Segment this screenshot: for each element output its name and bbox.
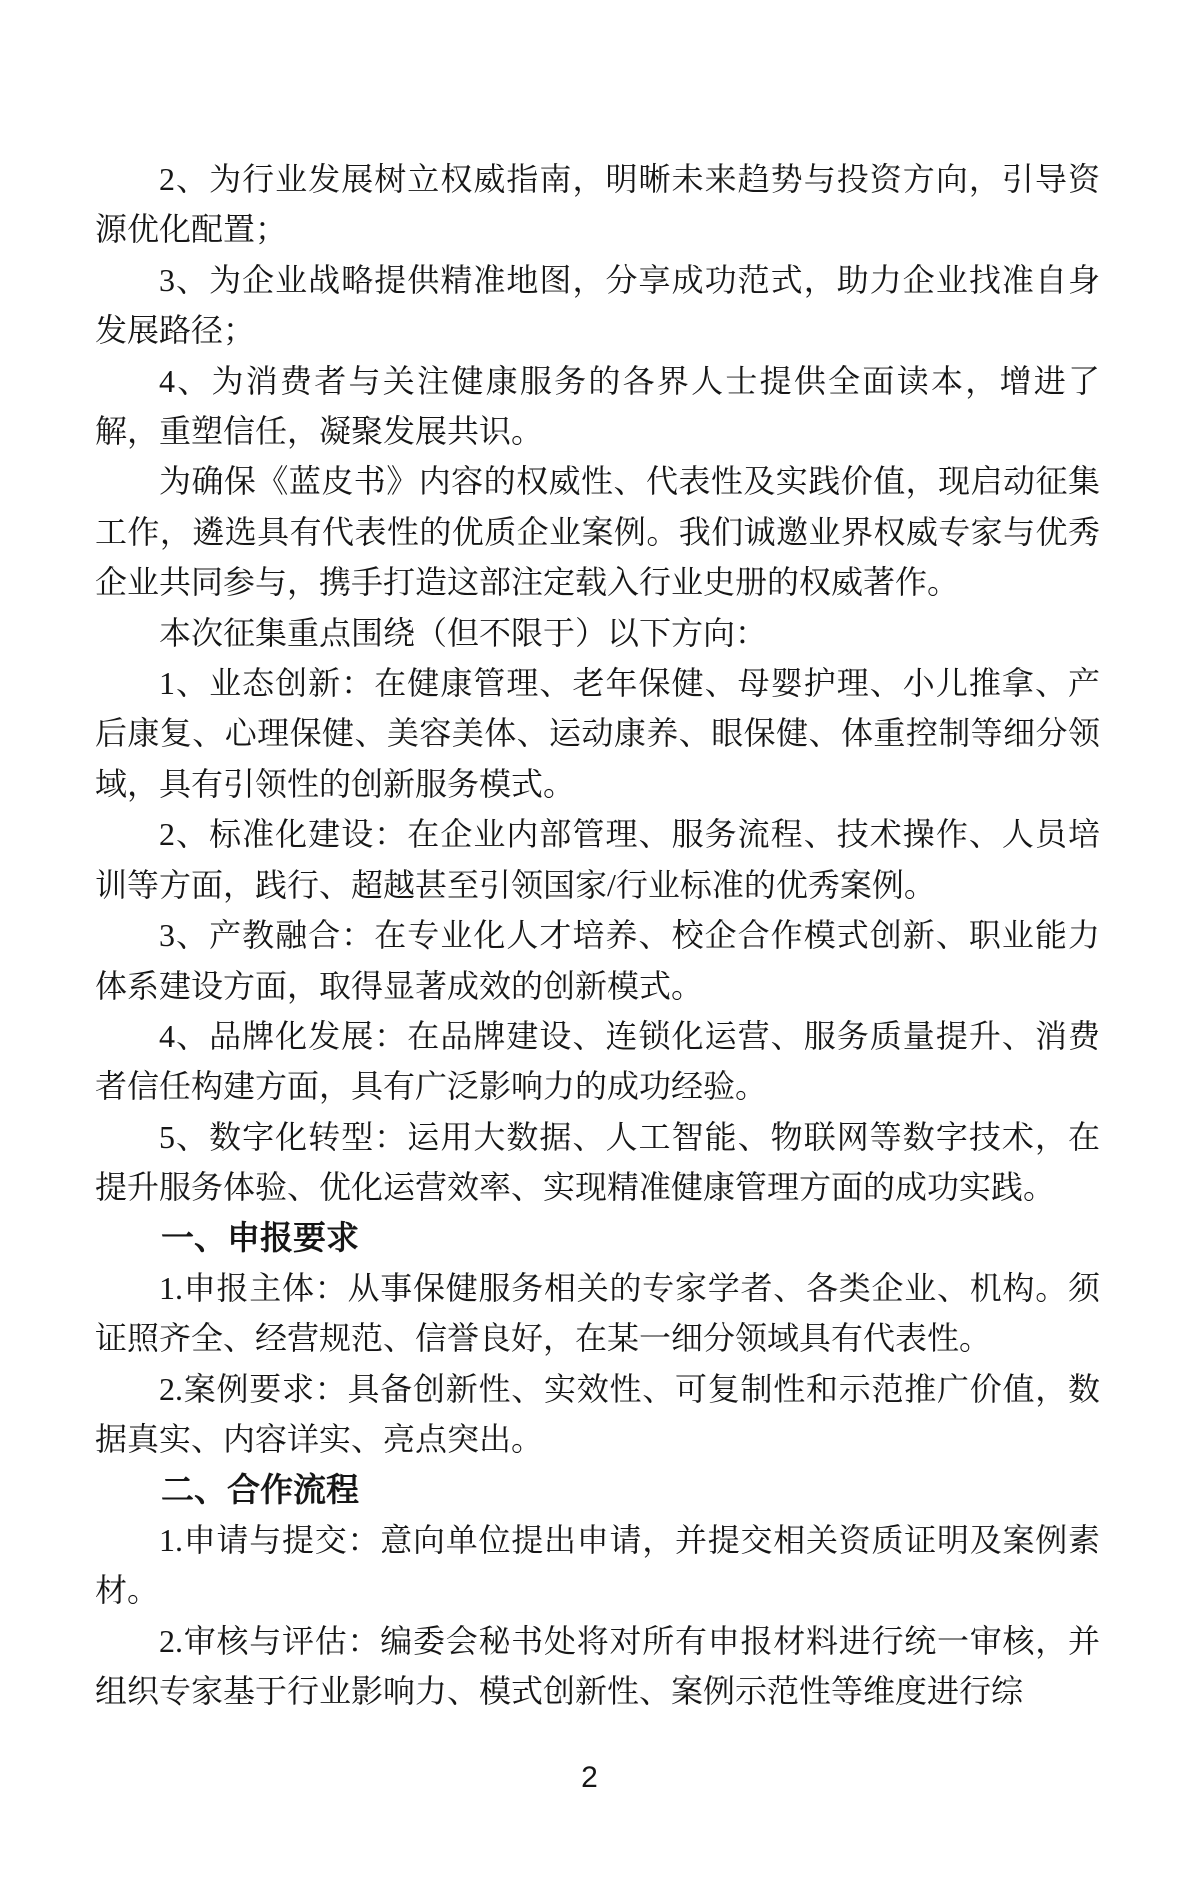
paragraph: 2.审核与评估：编委会秘书处将对所有申报材料进行统一审核，并组织专家基于行业影响力、模式创新性、案例示范性等维度进行综 xyxy=(95,1622,1100,1710)
paragraph: 1.申报主体：从事保健服务相关的专家学者、各类企业、机构。须证照齐全、经营规范、信誉良好，在某一细分领域具有代表性。 xyxy=(95,1269,1100,1357)
paragraph: 1.申请与提交：意向单位提出申请，并提交相关资质证明及案例素材。 xyxy=(95,1521,1100,1609)
paragraph: 4、为消费者与关注健康服务的各界人士提供全面读本，增进了解，重塑信任，凝聚发展共识。 xyxy=(95,362,1100,450)
document-body xyxy=(95,154,1100,1717)
paragraph: 为确保《蓝皮书》内容的权威性、代表性及实践价值，现启动征集工作，遴选具有代表性的优质企业案例。我们诚邀业界权威专家与优秀企业共同参与，携手打造这部注定载入行业史册的权威著作。 xyxy=(95,463,1100,601)
paragraph: 2.案例要求：具备创新性、实效性、可复制性和示范推广价值，数据真实、内容详实、亮点突出。 xyxy=(95,1370,1100,1458)
page-number: 2 xyxy=(581,1761,598,1794)
paragraph: 2、为行业发展树立权威指南，明晰未来趋势与投资方向，引导资源优化配置； xyxy=(95,161,1100,248)
section-heading: 一、申报要求 xyxy=(161,1218,359,1256)
paragraph: 1、业态创新：在健康管理、老年保健、母婴护理、小儿推拿、产后康复、心理保健、美容美体、运动康养、眼保健、体重控制等细分领域，具有引领性的创新服务模式。 xyxy=(95,665,1100,802)
paragraph: 4、品牌化发展：在品牌建设、连锁化运营、服务质量提升、消费者信任构建方面，具有广泛影响力的成功经验。 xyxy=(95,1017,1100,1105)
paragraph: 2、标准化建设：在企业内部管理、服务流程、技术操作、人员培训等方面，践行、超越甚至引领国家/行业标准的优秀案例。 xyxy=(95,816,1100,903)
paragraph: 3、为企业战略提供精准地图，分享成功范式，助力企业找准自身发展路径； xyxy=(95,261,1100,349)
page-footer xyxy=(0,1760,1179,1796)
paragraph: 3、产教融合：在专业化人才培养、校企合作模式创新、职业能力体系建设方面，取得显著成效的创新模式。 xyxy=(95,917,1100,1004)
paragraph: 5、数字化转型：运用大数据、人工智能、物联网等数字技术，在提升服务体验、优化运营效率、实现精准健康管理方面的成功实践。 xyxy=(95,1118,1100,1206)
section-heading: 二、合作流程 xyxy=(161,1470,359,1508)
paragraph: 本次征集重点围绕（但不限于）以下方向： xyxy=(159,614,768,651)
